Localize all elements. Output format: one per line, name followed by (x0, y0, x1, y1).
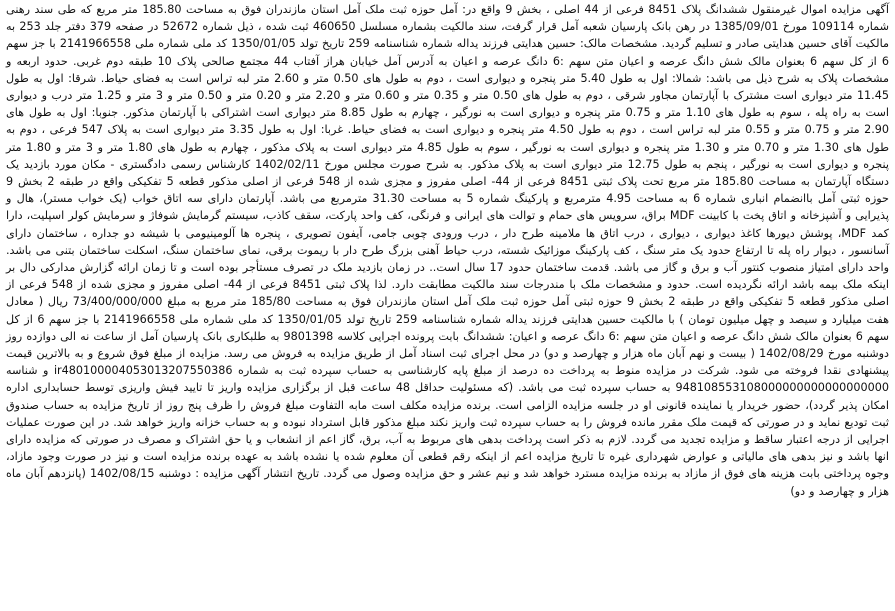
auction-notice-text: آگهی مزایده اموال غیرمنقول ششدانگ پلاک 8451 فرعی از 44 اصلی ، بخش 9 واقع در: آمل حوزه ثبت ملک آمل استان مازندران فوق به مساحت 185.80 متر مربع که طی سند رهنی شماره 109114 مورخ 1385/09/01 در رهن بانک پارسیان شعبه آمل قرار گرفت، سند مالکیت بشماره مسلسل 460650 ثبت شده ، ذیل شماره 52672 در صفحه 379 دفتر جلد 253 به مالکیت آقای حسین هدایتی صادر و تسلیم گردید. مشخصات مالک: حسین هدایتی فرزند یداله شماره شناسنامه 259 تاریخ تولد 1350/01/05 کد ملی شماره ملی 2141966558 با جز سهم 6 از کل سهم 6 بعنوان مالک شش دانگ عرصه و اعیان متن سهم :6 دانگ عرصه و اعیان به آدرس آمل خیابان هراز آفتاب 44 مجتمع صالحی پلاک 10 طبقه دوم غربی. حدود اربعه و مشخصات پلاک به شرح ذیل می باشد: شمالا: اول به طول 5.40 متر پنجره و دیواری است ، دوم به طول های 0.50 متر و 2.60 متر لبه تراس است به فضای حیاط. شرقا: اول به طول 11.45 متر دیواری است مشترک با آپارتمان مجاور شرقی ، دوم به طول های 0.50 متر و 0.35 متر و 0.60 متر و 2.20 متر و 0.20 متر و 0.50 متر و 3 متر و 1.25 متر درب و دیواری است به راه پله ، سوم به طول های 1.10 متر و 0.75 متر پنجره و دیواری است به نورگیر ، چهارم به طول 8.85 متر دیواری است اشتراکی با آپارتمان مذکور. جنوبا: اول به طول های 2.90 متر و 0.75 متر و 0.55 متر لبه تراس است ، دوم به طول 4.50 متر پنجره و دیواری است به فضای حیاط. غربا: اول به طول 3.35 متر دیواری است به پلاک 547 فرعی ، دوم به طول های 1.30 متر و 0.70 متر و 1.30 متر پنجره و دیواری است به نورگیر ، سوم به طول 4.85 متر دیواری است به پلاک مذکور ، چهارم به طول های 1.80 متر و 3 متر و 1.80 متر پنجره و دیواری است به نورگیر ، پنجم به طول 12.75 متر دیواری است به پلاک مذکور. به شرح صورت مجلس مورخ 1402/02/11 کارشناس رسمی دادگستری - مکان مورد بازدید یک دستگاه آپارتمان به مساحت 185.80 متر مربع تحت پلاک ثبتی 8451 فرعی از 44- اصلی مفروز و مجزی شده از 548 فرعی از اصلی مذکور قطعه 5 تفکیکی واقع در طبقه 2 بخش 9 حوزه ثبتی آمل باانضمام انباری شماره 6 به مساحت 4.95 مترمربع و پارکینگ شماره 5 به مساحت 31.30 مترمربع می باشد. آپارتمان دارای سه اتاق خواب (یک خواب مستر)، هال و پذیرایی و آشپزخانه و اتاق پخت با کابینت MDF براق، سرویس های حمام و توالت های ایرانی و فرنگی، کف واحد پارکت، سقف کاذب، سیستم گرمایش شوفاژ و سرمایش کولر اسپلیت، دارا کمد MDF، پوشش دیورها کاغذ دیواری ، دیواری ، درب اتاق ها ملامینه طرح دار ، درب ورودی چوبی جامی، آیفون تصویری ، پنجره ها آلومینیومی با شیشه دو جداره ، ساختمان دارای آسانسور ، دیوار راه پله تا ارتفاع حدود یک متر سنگ ، کف پارکینگ موزائیک شسته، درب حیاط آهنی بزرگ طرح دار با ریموت برقی، نمای ساختمان سنگ، اسکلت ساختمان بتنی می باشد. واحد دارای امتیاز منصوب کنتور آب و برق و گاز می باشد. قدمت ساختمان حدود 17 سال است.. در زمان بازدید ملک در تصرف مستأجر بوده است و تا زمان ارائه گزارش مدارکی دال بر اینکه ملک بیمه باشد ارائه نگردیده است. حدود و مشخصات ملک با مندرجات سند مالکیت مطابقت دارد. لذا پلاک ثبتی 8451 فرعی از 44- اصلی مفروز و مجزی شده از 548 فرعی از اصلی مذکور قطعه 5 تفکیکی واقع در طبقه 2 بخش 9 حوزه ثبتی آمل حوزه ثبت ملک آمل استان مازندران فوق به مساحت 185/80 متر مربع به مبلغ 73/400/000/000 ریال ( معادل هفت میلیارد و سیصد و چهل میلیون تومان ) با مالکیت حسین هدایتی فرزند یداله شماره شناسنامه 259 تاریخ تولد 1350/01/05 کد ملی شماره ملی 2141966558 با جز سهم 6 از کل سهم 6 بعنوان مالک شش دانگ عرصه و اعیان متن سهم :6 دانگ عرصه و اعیان: ششدانگ بابت پرونده اجرایی کلاسه 9801398 به طلبکاری بانک پارسیان آمل از ساعت نه الی دوازده روز دوشنبه مورخ 1402/08/29 ( بیست و نهم آبان ماه هزار و چهارصد و دو) در محل اجرای ثبت اسناد آمل از طریق مزایده به فروش می رسد. مزایده از مبلغ فوق شروع و به بالاترین قیمت پیشنهادی نقدا فروخته می شود. شرکت در مزایده منوط به پرداخت ده درصد از مبلغ پایه کارشناسی به حساب سپرده ثبت به شماره ir480100004053013207550386 و شناسه 948108553108000000000000000000 به حساب سپرده ثبت می باشد. (که مسئولیت حداقل 48 ساعت قبل از برگزاری مزایده واریز تا تایید فیش واریزی توسط حسابداری اداره امکان پذیر گردد)، حضور خریدار یا نماینده قانونی او در جلسه مزایده الزامی است. برنده مزایده مکلف است مابه التفاوت مبلغ فروش را ظرف پنج روز از تاریخ مزایده به حساب صندوق ثبت تودیع نماید و در صورتی که قیمت ملک مقرر مانده فروش را به حساب سپرده ثبت واریز نکند مبلغ مذکور قابل استرداد نبوده و به حساب خزانه واریز خواهد شد. در این صورت عملیات اجرایی از درجه اعتبار ساقط و مزایده تجدید می گردد. لازم به ذکر است پرداخت بدهی های مربوط به آب، برق، گاز اعم از انشعاب و یا حق اشتراک و مصرف در صورتی که مزایده دارای انها باشد و نیز بدهی های مالیاتی و عوارض شهرداری غیره تا تاریخ مزایده اعم از اینکه رقم قطعی آن معلوم شده یا نشده باشد به عهده برنده مزایده است و نیز در صورت وجود مازاد، وجوه پرداختی بابت هزینه های فوق از مازاد به برنده مزایده مسترد خواهد شد و نیم عشر و حق مزایده وصول می گردد. تاریخ انتشار آگهی مزایده : دوشنبه 1402/08/15 (پانزدهم آبان ماه هزار و چهارصد و دو) (6, 3, 890, 498)
